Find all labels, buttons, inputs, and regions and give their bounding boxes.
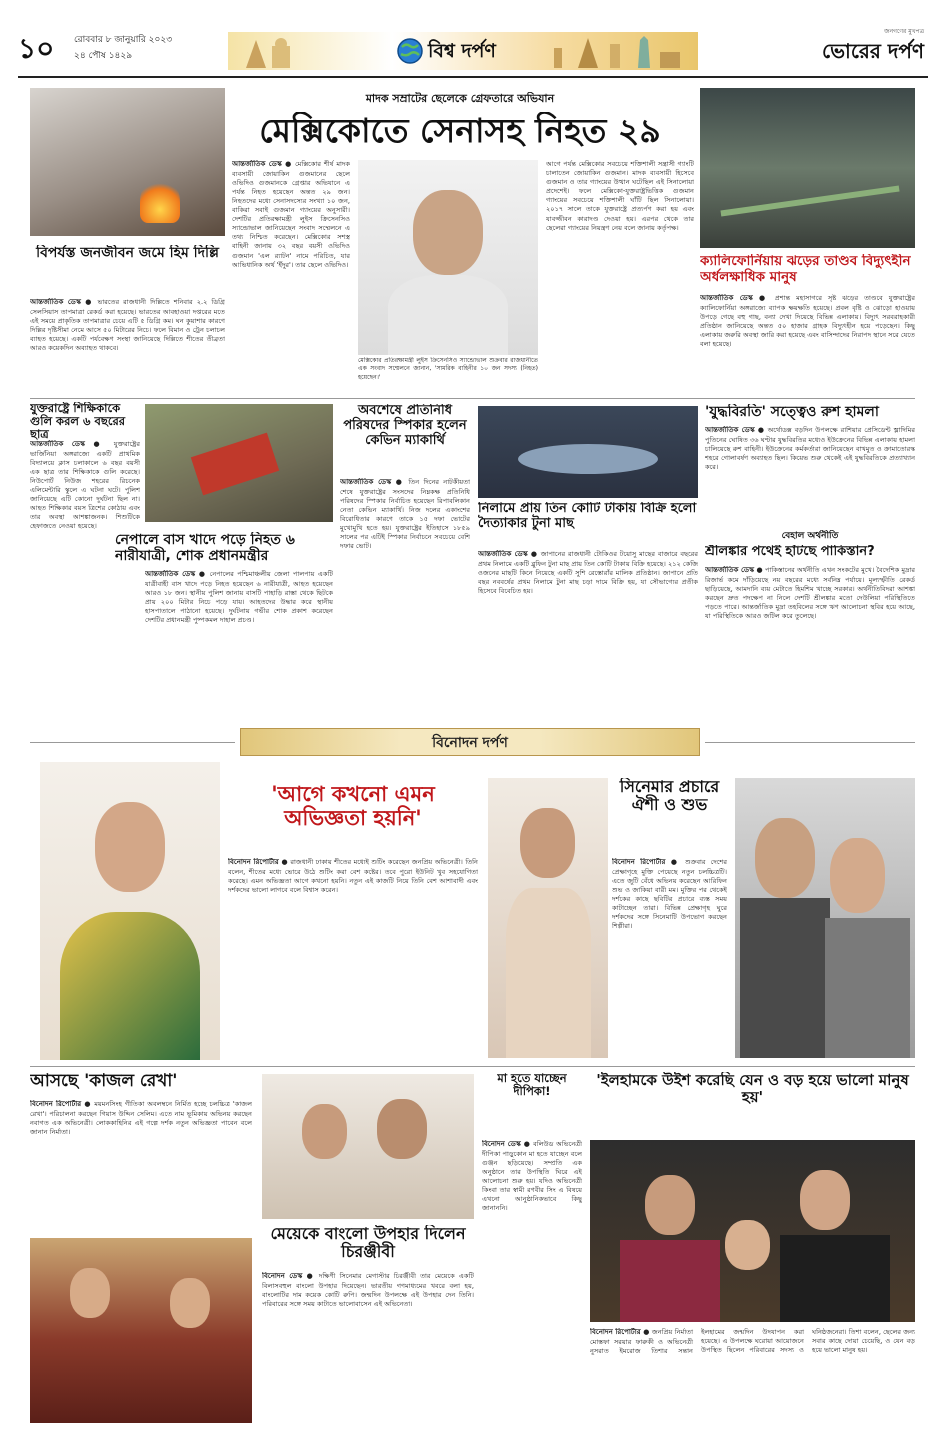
srilanka-headline: শ্রীলঙ্কার পথেই হাঁটছে পাকিস্তান? <box>705 545 875 559</box>
speaker-text: তিন দিনের নাটকীয়তা শেষে যুক্তরাষ্ট্রের সংসদের নিম্নকক্ষ প্রতিনিধি পরিষদের স্পিকার নির্বাচিত হয়েছেন রিপাবলিকান নেতা কেভিন ম্যাকার্থি। নিজ দলের একাংশের বিরোধিতার কারণে তাকে ১৫ দফা ভোটের মুখোমুখি হতে হয়। যুক্তরাষ্ট্রের ইতিহাসে ১৮৫৯ সালের পর এটিই স্পিকার নির্বাচনে সবচেয়ে বেশি দফার ভোট। <box>340 478 470 551</box>
srilanka-dateline: আন্তর্জাতিক ডেস্ক ● <box>705 566 763 574</box>
srilanka-text: পাকিস্তানের অর্থনীতি এখন সংকটের মুখে। বৈদেশিক মুদ্রার রিজার্ভ কমে দাঁড়িয়েছে নয় বছরের মধ্যে সর্বনিম্ন পর্যায়ে। মূল্যস্ফীতি রেকর্ড ছাড়িয়েছে, আমদানি ব্যয় মেটাতে হিমশিম খাচ্ছে সরকার। অর্থনীতিবিদরা আশঙ্কা করছেন দ্রুত পদক্ষেপ না নিলে দেশটি শ্রীলঙ্কার মতো দেউলিয়া পরিস্থিতিতে পড়তে পারে। আন্তর্জাতিক মুদ্রা তহবিলের সঙ্গে ঋণ আলোচনা স্থবির হয়ে আছে, যা পরিস্থিতিকে আরও জটিল করে তুলেছে। <box>705 566 915 621</box>
aishi-photo <box>488 778 608 1058</box>
aishi-headline: সিনেমার প্রচারে ঐশী ও শুভ <box>619 778 720 815</box>
deepika-headline: মা হতে যাচ্ছেন দীপিকা! <box>497 1072 567 1099</box>
delhi-dateline: আন্তর্জাতিক ডেস্ক ● <box>30 298 94 306</box>
masthead-banner <box>228 32 698 70</box>
ukraine-headline: 'যুদ্ধবিরতি' সত্ত্বেও রুশ হামলা <box>705 404 879 420</box>
lead-col1-text: মেক্সিকোর শীর্ষ মাদক ব্যবসায়ী জোয়াকিন গুজমানের ছেলে ওভিদিও গুজমানকে গ্রেপ্তার অভিযানে এ পর্যন্ত নিহত হয়েছেন অন্তত ২৯ জন। নিহতদের মধ্যে সেনাসদস্যের সংখ্যা ১০ জন, বাকিরা সবাই গুজমান গ্যাংয়ের অনুসারী। দেশটির প্রতিরক্ষামন্ত্রী লুইস ক্রিসেনসিও স্যান্ডোভাল জানিয়েছেন সংবাদ সম্মেলনে এ তথ্য নিশ্চিত করেছেন। মেক্সিকোর সশস্ত্র বাহিনী জানায় ৩২ বছর বয়সী ওভিদিও গুজমান 'এল র‍্যাটন' নামে পরিচিত, যার আভিধানিক অর্থ 'ইঁদুর'। তার ছেলে ওভিদিও। <box>232 160 350 269</box>
deepika-byline: বিনোদন ডেস্ক ● <box>482 1140 531 1148</box>
srilanka-kicker: বেহাল অর্থনীতি <box>781 531 839 541</box>
ilham-text: জনপ্রিয় নির্মাতা মোস্তফা সরয়ার ফারুকী ও অভিনেত্রী নুসরাত ইমরোজ তিশার সন্তান ইলহামের জন্মদিন উদযাপন করা হয়েছে। এ উপলক্ষে ঘরোয়া আয়োজনে উপস্থিত ছিলেন পরিবারের সদস্য ও ঘনিষ্ঠজনেরা। তিশা বলেন, ছেলের জন্য সবার কাছে দোয়া চেয়েছি, ও যেন বড় হয়ে ভালো মানুষ হয়। <box>590 1328 915 1355</box>
chiranjeevi-photo <box>262 1074 474 1219</box>
nepal-headline: নেপালে বাস খাদে পড়ে নিহত ৬ নারীযাত্রী, শোক প্রধানমন্ত্রীর <box>115 532 295 565</box>
actress-body <box>228 858 478 1058</box>
california-body <box>700 294 915 394</box>
tuna-dateline: আন্তর্জাতিক ডেস্ক ● <box>478 550 538 558</box>
ukraine-dateline: আন্তর্জাতিক ডেস্ক ● <box>705 426 765 434</box>
speaker-dateline: আন্তর্জাতিক ডেস্ক ● <box>340 478 405 486</box>
paper-tag: জনগণের মুখপত্র <box>884 28 924 35</box>
entertainment-banner <box>240 728 700 756</box>
chiranjeevi-headline: মেয়েকে বাংলো উপহার দিলেন চিরঞ্জীবী <box>270 1225 466 1262</box>
paper-name: ভোরের দর্পণ <box>822 39 924 63</box>
tuna-headline: নিলামে প্রায় তিন কোটি টাকায় বিক্রি হলো দৈত্যাকার টুনা মাছ <box>478 502 697 531</box>
date-line-2: ২৪ পৌষ ১৪২৯ <box>74 51 133 61</box>
kajol-text: ময়মনসিংহ গীতিকা অবলম্বনে নির্মিত হচ্ছে চলচ্চিত্র 'কাজল রেখা'। পরিচালনা করছেন গিয়াস উদ্দিন সেলিম। এতে নাম ভূমিকায় অভিনয় করছেন নবাগত এক অভিনেত্রী। লোককাহিনির এই গল্পে দর্শক নতুন অভিজ্ঞতা পাবেন বলে জানান নির্মাতা। <box>30 1100 252 1136</box>
usa-school-text: যুক্তরাষ্ট্রের ভার্জিনিয়া অঙ্গরাজ্যে একটি প্রাথমিক বিদ্যালয়ে ক্লাস চলাকালে ৬ বছর বয়সী এক ছাত্র তার শিক্ষিকাকে গুলি করেছে। নিউপোর্ট নিউজ শহরের রিচনেক এলিমেন্টারি স্কুলে এ ঘটনা ঘটে। পুলিশ জানিয়েছে এটি কোনো দুর্ঘটনা ছিল না। আহত শিক্ষিকার বয়স ত্রিশের কোঠায় এবং তার অবস্থা আশঙ্কাজনক। শিশুটিকে হেফাজতে নেওয়া হয়েছে। <box>30 440 140 531</box>
lead-kicker-text: মাদক সম্রাটের ছেলেকে গ্রেফতারে অভিযান <box>365 92 555 105</box>
california-headline: ক্যালিফোর্নিয়ায় ঝড়ের তাণ্ডব বিদ্যুৎহীন অর্ধলক্ষাধিক মানুষ <box>700 254 911 285</box>
lead-col1 <box>232 160 350 395</box>
ilham-photo <box>590 1140 915 1322</box>
kajol-photo <box>30 1238 252 1423</box>
monument-icon <box>238 34 298 68</box>
ilham-headline: 'ইলহামকে উইশ করেছি যেন ও বড় হয়ে ভালো মানুষ হয়' <box>596 1072 909 1107</box>
actress-text: রাজধানী ঢাকায় শীতের মধ্যেই শুটিং করেছেন জনপ্রিয় অভিনেত্রী। তিনি বলেন, শীতের মধ্যে ভোরে উঠে শুটিং করা বেশ কষ্টের। তবে পুরো ইউনিট খুব সহযোগিতা করেছে। এমন অভিজ্ঞতা আগে কখনো হয়নি। নতুন এই কাজটি নিয়ে তিনি বেশ আশাবাদী এবং দর্শকদের ভালো লাগবে বলে বিশ্বাস করেন। <box>228 858 478 894</box>
kajol-headline: আসছে 'কাজল রেখা' <box>30 1072 178 1091</box>
ovidio-portrait <box>358 160 538 355</box>
nepal-body <box>145 570 333 720</box>
nepal-dateline: আন্তর্জাতিক ডেস্ক ● <box>145 570 207 578</box>
entertainment-title: বিনোদন দর্পণ <box>432 735 508 751</box>
delhi-fog-photo <box>30 88 225 236</box>
actress-byline: বিনোদন রিপোর্টার ● <box>228 858 288 866</box>
skyline-icon <box>548 34 688 68</box>
kajol-byline: বিনোদন রিপোর্টার ● <box>30 1100 92 1108</box>
delhi-body <box>30 298 225 396</box>
lead-headline: মেক্সিকোতে সেনাসহ নিহত ২৯ <box>259 112 661 150</box>
date-line-1: রোববার ৮ জানুয়ারি ২০২৩ <box>74 35 173 45</box>
tuna-body <box>478 550 698 718</box>
deepika-body <box>482 1140 582 1422</box>
deepika-text: বলিউড অভিনেত্রী দীপিকা পাড়ুকোন মা হতে যাচ্ছেন বলে গুঞ্জন ছড়িয়েছে। সম্প্রতি এক অনুষ্ঠানে তার উপস্থিতি ঘিরে এই আলোচনা শুরু হয়। যদিও অভিনেত্রী কিংবা তার স্বামী রণবীর সিং এ বিষয়ে এখনো আনুষ্ঠানিকভাবে কিছু জানাননি। <box>482 1140 582 1213</box>
ilham-body <box>590 1328 915 1422</box>
lead-dateline: আন্তর্জাতিক ডেস্ক ● <box>232 160 293 168</box>
tuna-text: জাপানের রাজধানী টোকিওর টয়োসু মাছের বাজারে বছরের প্রথম নিলামে একটি ব্লুফিন টুনা মাছ প্রায় তিন কোটি টাকায় বিক্রি হয়েছে। ২১২ কেজি ওজনের মাছটি কিনে নিয়েছে একটি সুশি রেস্তোরাঁর মালিক প্রতিষ্ঠান। জাপানে প্রতি বছর নববর্ষের প্রথম নিলামে টুনা মাছ চড়া দামে বিক্রি হয়, যা সৌভাগ্যের প্রতীক হিসেবে বিবেচিত হয়। <box>478 550 698 595</box>
ukraine-body <box>705 426 915 526</box>
actress-photo <box>40 762 220 1060</box>
nepal-bus-photo <box>145 404 333 522</box>
california-dateline: আন্তর্জাতিক ডেস্ক ● <box>700 294 769 302</box>
california-text: প্রশান্ত মহাসাগরে সৃষ্ট ঝড়ের তাণ্ডবে যুক্তরাষ্ট্রের ক্যালিফোর্নিয়া অঙ্গরাজ্যে ব্যাপক ক্ষয়ক্ষতি হয়েছে। প্রবল বৃষ্টি ও ঝোড়ো হাওয়ায় উপড়ে গেছে বহু গাছ, বন্যা দেখা দিয়েছে বিভিন্ন এলাকায়। বিদ্যুৎ সরবরাহকারী প্রতিষ্ঠান জানিয়েছে অন্তত ৫০ হাজার গ্রাহক বিদ্যুৎহীন হয়ে পড়েছেন। কিছু এলাকায় জরুরি অবস্থা জারি করা হয়েছে এবং বাসিন্দাদের নিরাপদ স্থানে সরে যেতে বলা হয়েছে। <box>700 294 915 349</box>
srilanka-body <box>705 566 915 718</box>
usa-school-dateline: আন্তর্জাতিক ডেস্ক ● <box>30 440 106 448</box>
california-storm-photo <box>700 88 915 248</box>
section-title: বিশ্ব দর্পণ <box>428 40 496 62</box>
speaker-body <box>340 478 470 718</box>
aishi-body <box>612 858 727 1058</box>
kajol-body <box>30 1100 252 1232</box>
speaker-headline: অবশেষে প্রতিনিধি পরিষদের স্পিকার হলেন কেভিন ম্যাকার্থি <box>343 404 467 448</box>
lead-col3: আগে পর্যন্ত মেক্সিকোর সবচেয়ে শক্তিশালী সন্ত্রাসী গ্যাংটি চালাতেন জোয়াকিন গুজমান। মাদক ব্যবসায়ী হিসেবে গুজমান ও তার গ্যাংয়ের উত্থান ঘটেছিল এই সিনালোয়া প্রদেশেই। ফলে মেক্সিকো-যুক্তরাষ্ট্রভিত্তিক গুজমান গ্যাংয়ের সবচেয়ে শক্তিশালী ঘাঁটি ছিল সিনালোয়া। ২০১৭ সালে তাকে যুক্তরাষ্ট্রে প্রত্যর্পণ করা হয় এবং যাবজ্জীবন কারাদণ্ড দেওয়া হয়। এরপর থেকে তার ছেলেরা গ্যাংয়ের নিয়ন্ত্রণ নেয় বলে জানায় কর্তৃপক্ষ। <box>546 160 694 232</box>
tuna-photo <box>478 406 698 498</box>
usa-school-body <box>30 440 140 718</box>
chiranjeevi-text: দক্ষিণী সিনেমার মেগাস্টার চিরঞ্জীবী তার মেয়েকে একটি বিলাসবহুল বাংলো উপহার দিয়েছেন। ভারতীয় গণমাধ্যমের খবরে বলা হয়, বাংলোটির দাম কয়েক কোটি রুপি। জন্মদিন উপলক্ষে এই উপহার দেন তিনি। পরিবারের সঙ্গে সময় কাটাতে ভালোবাসেন এই অভিনেতা। <box>262 1272 474 1308</box>
masthead <box>18 28 928 74</box>
delhi-headline: বিপর্যস্ত জনজীবন জমে হিম দিল্লি <box>36 245 219 261</box>
aishi-text: শুক্রবার দেশের প্রেক্ষাগৃহে মুক্তি পেয়েছে নতুন চলচ্চিত্রটি। এতে জুটি বেঁধে অভিনয় করেছেন আরিফিন শুভ ও জাকিয়া বারী মম। মুক্তির পর থেকেই দর্শকের কাছে ছবিটির প্রচারে ব্যস্ত সময় কাটাচ্ছেন তারা। বিভিন্ন প্রেক্ষাগৃহ ঘুরে দর্শকদের সঙ্গে সিনেমাটি উপভোগ করছেন শিল্পীরা। <box>612 858 727 931</box>
actress-headline: 'আগে কখনো এমন অভিজ্ঞতা হয়নি' <box>271 782 435 831</box>
lead-caption: মেক্সিকোর প্রতিরক্ষামন্ত্রী লুইস ক্রিসেনসিও স্যান্ডোভাল শুক্রবার রাজধানীতে এক সংবাদ সম্মেলনে জানান, 'সামরিক বাহিনীর ১০ জন সদস্য (নিহত) হয়েছেন।' <box>358 357 538 381</box>
chiranjeevi-body <box>262 1272 474 1422</box>
lead-kicker <box>230 92 690 107</box>
ilham-byline: বিনোদন রিপোর্টার ● <box>590 1328 650 1336</box>
page-number: ১০ <box>18 32 55 65</box>
shuvo-mom-photo <box>735 778 915 1058</box>
ukraine-text: অর্থোডক্স বড়দিন উপলক্ষে রাশিয়ার প্রেসিডেন্ট ভ্লাদিমির পুতিনের ঘোষিত ৩৬ ঘণ্টার যুদ্ধবিরতির মধ্যেও ইউক্রেনের বিভিন্ন এলাকায় হামলা চালিয়েছে রুশ বাহিনী। ইউক্রেনের কর্মকর্তারা জানিয়েছেন বাখমুত ও ক্রামাতোরস্ক শহরে গোলাবর্ষণ অব্যাহত ছিল। কিয়েভ শুরু থেকেই এই যুদ্ধবিরতিকে প্রত্যাখ্যান করে। <box>705 426 915 471</box>
chiranjeevi-byline: বিনোদন ডেস্ক ● <box>262 1272 315 1280</box>
usa-school-headline: যুক্তরাষ্ট্রে শিক্ষিকাকে গুলি করল ৬ বছরের ছাত্র <box>30 402 126 442</box>
delhi-text: ভারতের রাজধানী দিল্লিতে শনিবার ২.২ ডিগ্রি সেলসিয়াস তাপমাত্রা রেকর্ড করা হয়েছে। ভারতের আবহাওয়া দপ্তরের মতে এই সময়ে প্রাকৃতিক তাপমাত্রার চেয়ে এটি ৫ ডিগ্রি কম। ঘন কুয়াশার কারণে দিল্লির দৃষ্টিসীমা নেমে আসে ৫০ মিটারের নিচে। ফলে বিমান ও ট্রেন চলাচল ব্যাহত হয়েছে। একটি পর্যবেক্ষণ সংস্থা জানিয়েছে দিল্লিতে শীতের তীব্রতা আরও কয়েকদিন অব্যাহত থাকবে। <box>30 298 225 353</box>
aishi-byline: বিনোদন রিপোর্টার ● <box>612 858 681 866</box>
globe-icon <box>396 37 424 65</box>
nepal-text: নেপালের পশ্চিমাঞ্চলীয় জেলা পালপায় একটি যাত্রীবাহী বাস খাদে পড়ে নিহত হয়েছেন ৬ নারীযাত্রী, আহত হয়েছেন আরও ১৮ জন। স্থানীয় পুলিশ জানায় বাসটি পাহাড়ি রাস্তা থেকে ছিটকে প্রায় ২০০ মিটার নিচে পড়ে যায়। আহতদের উদ্ধার করে স্থানীয় হাসপাতালে পাঠানো হয়েছে। দুর্ঘটনায় গভীর শোক প্রকাশ করেছেন দেশটির প্রধানমন্ত্রী পুষ্পকমল দাহাল প্রচণ্ড। <box>145 570 333 625</box>
